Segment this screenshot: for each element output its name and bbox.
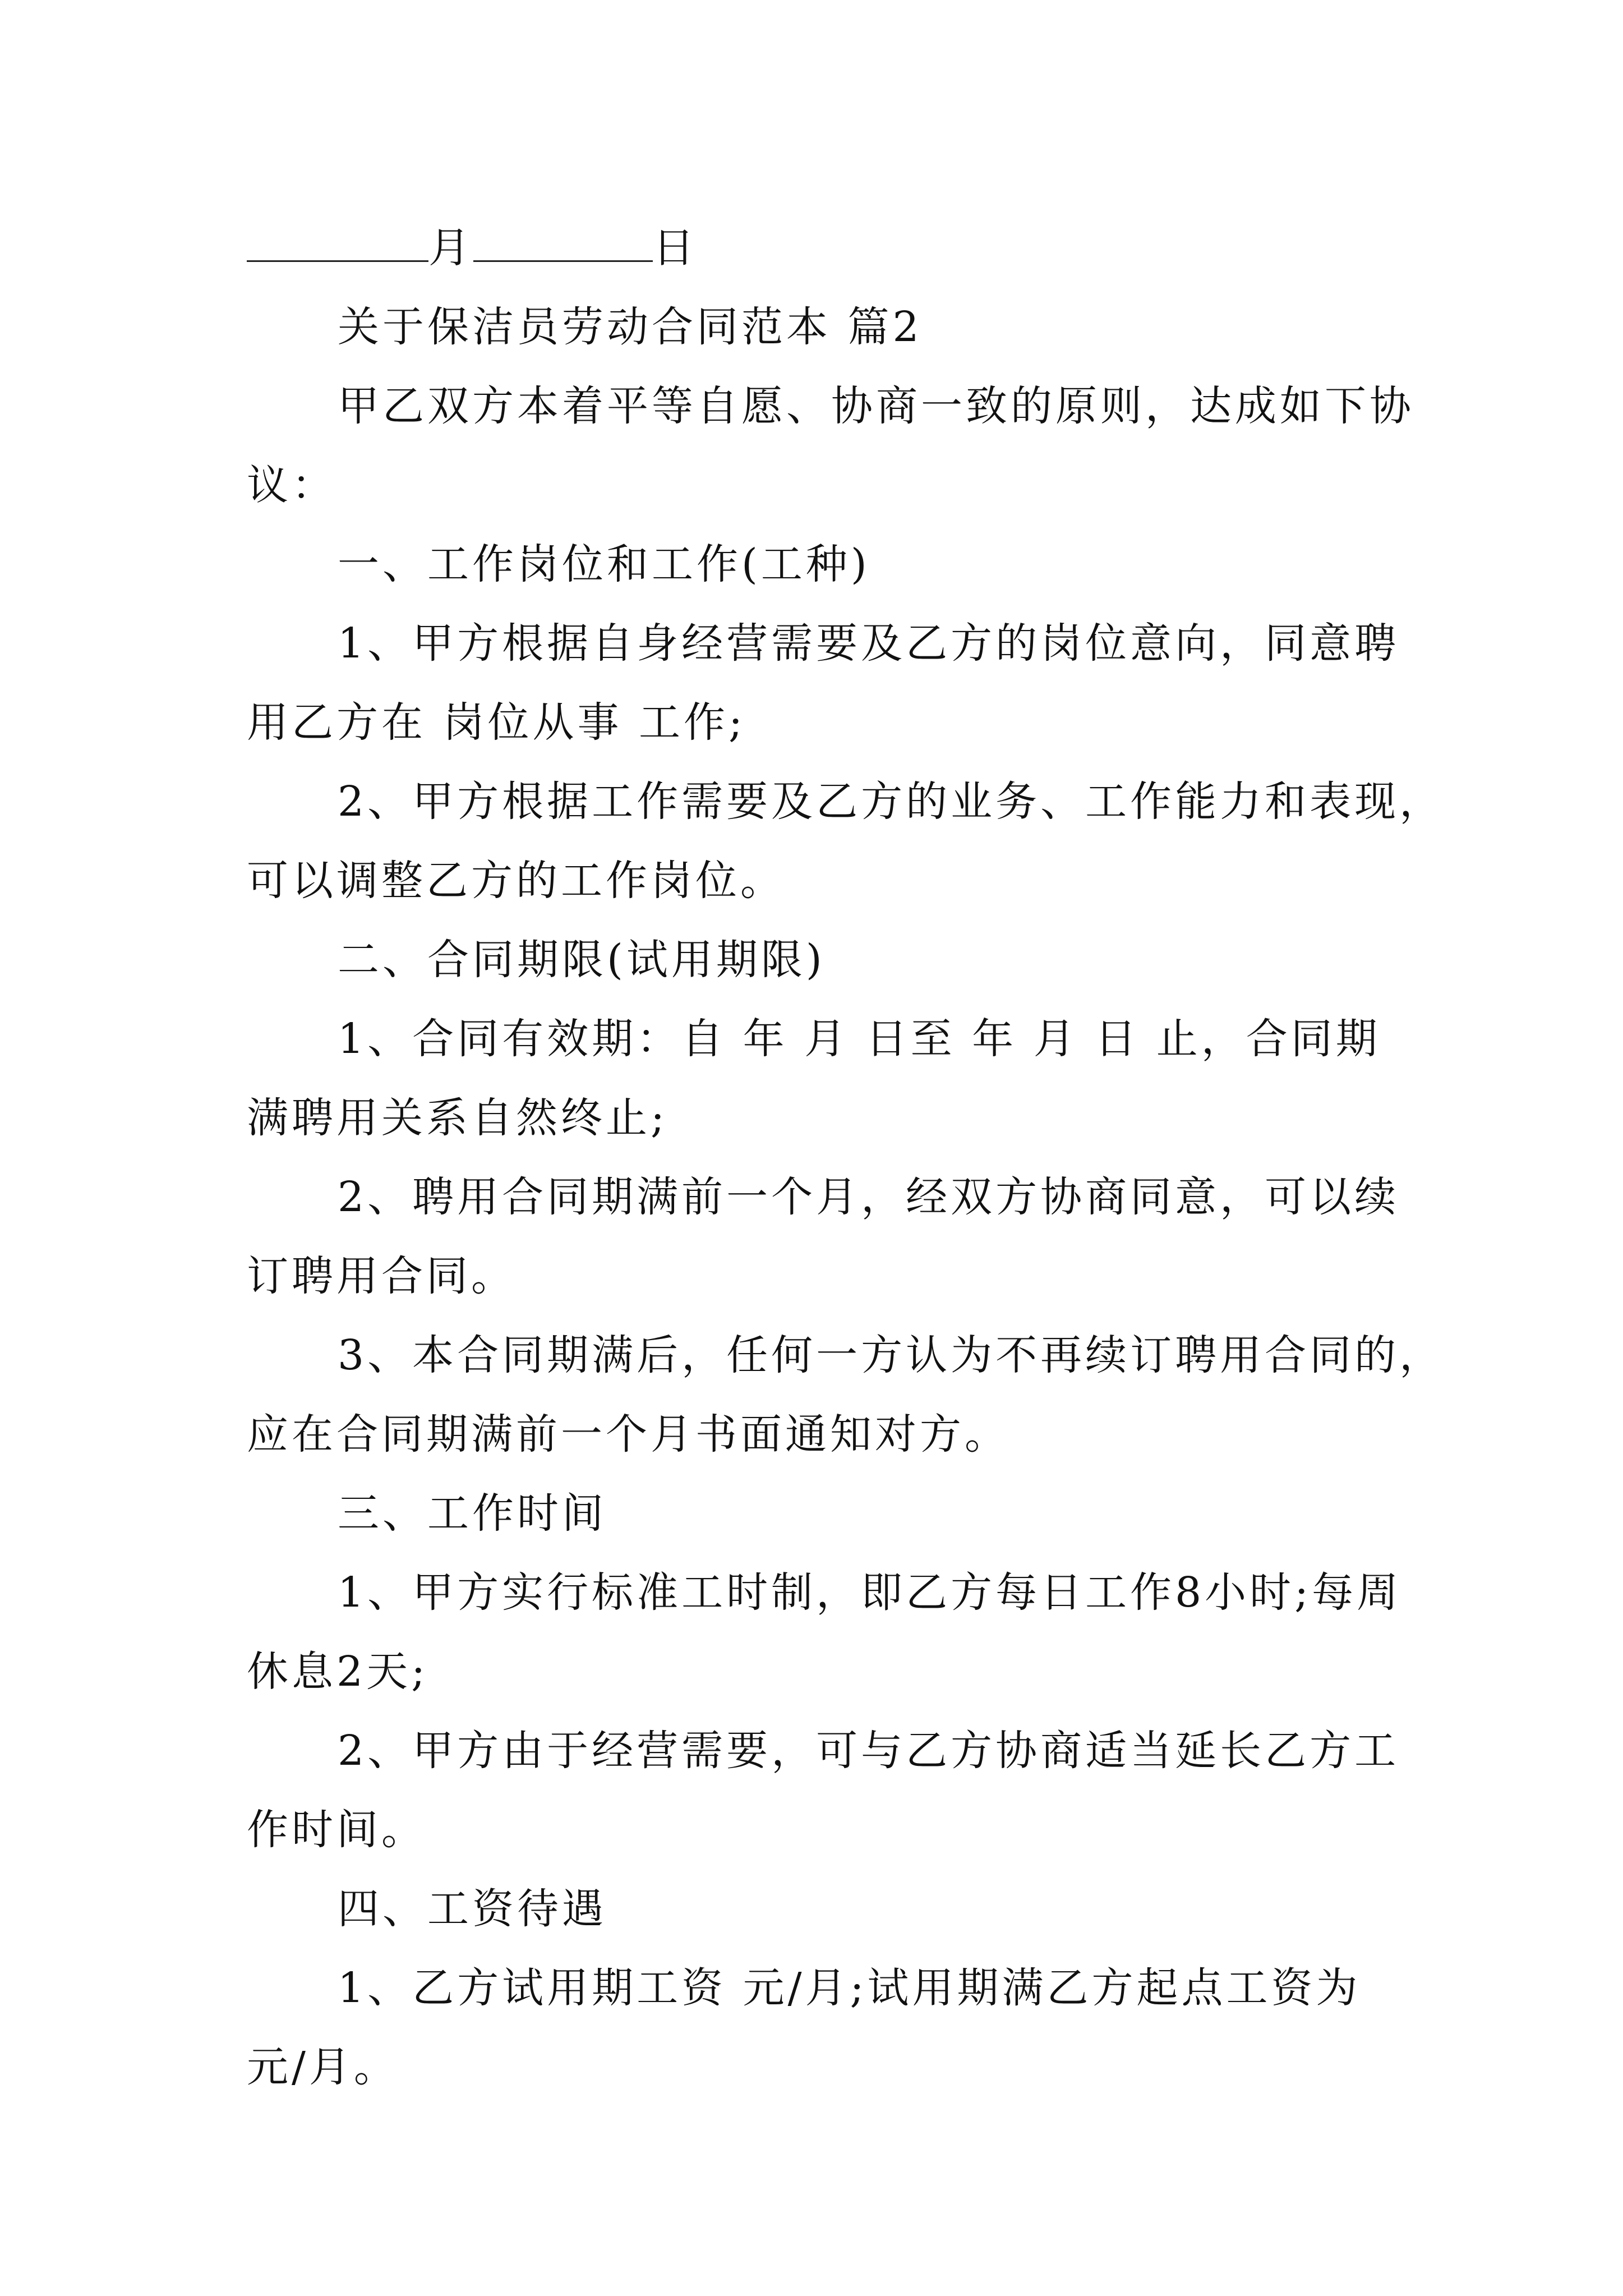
- clause-3-1-line-2: 休息2天;: [247, 1648, 429, 1696]
- clause-2-1-line-2: 满聘用关系自然终止;: [247, 1094, 668, 1142]
- intro-paragraph-line-2: 议：: [247, 461, 336, 509]
- clause-4-1-line-2: 元/月。: [247, 2043, 399, 2091]
- day-char: 日: [653, 224, 698, 272]
- clause-1-2-line-2: 可以调整乙方的工作岗位。: [247, 857, 785, 905]
- clause-4-1-line-1: 1、乙方试用期工资 元/月;试用期满乙方起点工资为: [338, 1964, 1361, 2012]
- clause-1-1-line-2: 用乙方在 岗位从事 工作;: [247, 698, 746, 747]
- month-char: 月: [428, 224, 473, 272]
- clause-1-2-line-1: 2、甲方根据工作需要及乙方的业务、工作能力和表现，: [338, 777, 1445, 826]
- clause-heading-3: 三、工作时间: [338, 1489, 607, 1538]
- contract-body: [247, 209, 1445, 2107]
- clause-2-2-line-1: 2、聘用合同期满前一个月，经双方协商同意，可以续: [338, 1173, 1400, 1221]
- section-heading: 关于保洁员劳动合同范本 篇2: [338, 303, 923, 351]
- date-line: [247, 209, 1391, 288]
- clause-2-1-line-1: 1、合同有效期：自 年 月 日至 年 月 日 止，合同期: [338, 1015, 1381, 1063]
- clause-2-3-line-1: 3、本合同期满后，任何一方认为不再续订聘用合同的，: [338, 1331, 1445, 1379]
- clause-2-2-line-2: 订聘用合同。: [247, 1252, 516, 1300]
- day-blank: [473, 221, 653, 262]
- clause-heading-1: 一、工作岗位和工作(工种): [338, 540, 870, 588]
- clause-1-1-line-1: 1、甲方根据自身经营需要及乙方的岗位意向，同意聘: [338, 619, 1400, 668]
- clause-heading-2: 二、合同期限(试用期限): [338, 936, 826, 984]
- intro-paragraph-line-1: 甲乙双方本着平等自愿、协商一致的原则，达成如下协: [338, 382, 1414, 430]
- clause-3-2-line-2: 作时间。: [247, 1806, 426, 1854]
- clause-2-3-line-2: 应在合同期满前一个月书面通知对方。: [247, 1410, 1009, 1458]
- clause-3-2-line-1: 2、甲方由于经营需要，可与乙方协商适当延长乙方工: [338, 1727, 1400, 1775]
- clause-3-1-line-1: 1、甲方实行标准工时制，即乙方每日工作8小时;每周: [338, 1568, 1402, 1617]
- clause-heading-4: 四、工资待遇: [338, 1885, 607, 1933]
- month-blank: [247, 221, 428, 262]
